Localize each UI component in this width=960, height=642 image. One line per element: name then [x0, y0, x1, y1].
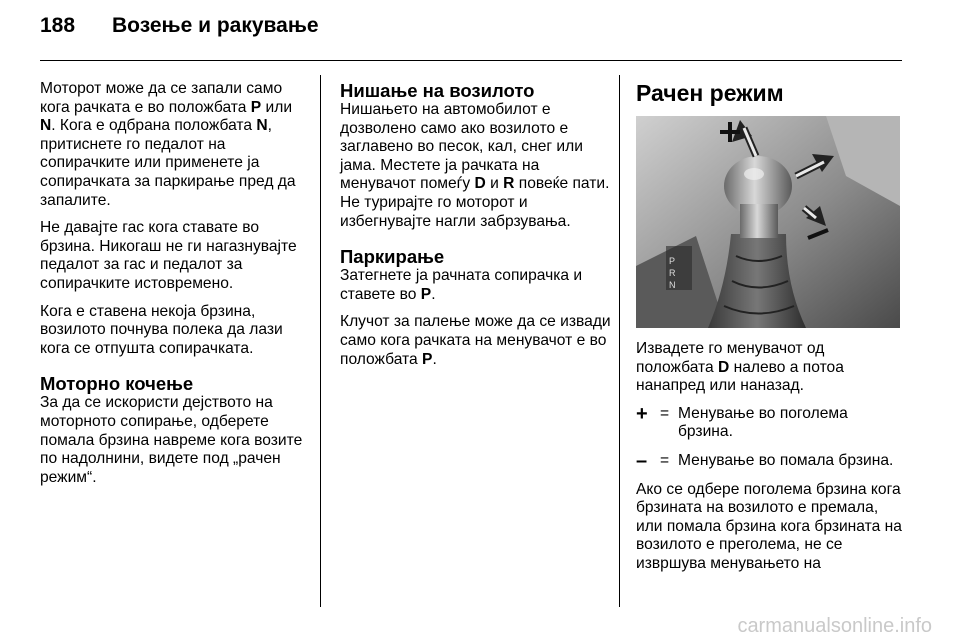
list-item-text: Менување во поголема брзина.	[678, 404, 848, 441]
paragraph-no-throttle: Не давајте гас кога ставате во брзина. Никогаш не ги нагазнувајте педалот за гас и педалот за сопирачките истовремено.	[40, 219, 297, 292]
column-middle	[340, 80, 612, 378]
svg-text:N: N	[669, 280, 676, 290]
heading-rocking: Нишање на возилото	[340, 80, 535, 101]
paragraph-rocking: Нишањето на автомобилот е дозволено само ако возилото е заглавено во песок, кал, снег или јама. Местете ја рачката на менувачот помеѓу D и R повеќе пати. Не турирајте го моторот и избегнувајте нагли забрзувања.	[340, 101, 610, 230]
svg-text:P: P	[669, 256, 676, 266]
watermark: carmanualsonline.info	[737, 615, 932, 637]
column-divider-left	[320, 75, 321, 607]
column-right	[636, 80, 902, 583]
heading-manual-mode: Рачен режим	[636, 80, 784, 106]
column-divider-right	[619, 75, 620, 607]
page-title: Возење и ракување	[112, 14, 319, 37]
plus-icon: +	[636, 402, 648, 425]
paragraph-ignition-key: Клучот за палење може да се извади само кога рачката на менувачот е во положбата P.	[340, 313, 611, 368]
list-item-text: Менување во помала брзина.	[678, 451, 894, 469]
equals-sign: =	[660, 451, 670, 469]
paragraph-shift-conditions: Ако се одбере поголема брзина кога брзината на возилото е премала, или помала брзина кога брзината на возилото е преголема, не се извршува менувањето на	[636, 480, 902, 572]
paragraph-creep: Кога е ставена некоја брзина, возилото почнува полека да лази кога се отпушта сопирачката.	[40, 302, 283, 357]
column-left	[40, 80, 310, 496]
list-item-downshift	[636, 449, 902, 472]
heading-parking: Паркирање	[340, 246, 445, 268]
equals-sign: =	[660, 404, 670, 422]
gear-change-list	[636, 402, 902, 472]
paragraph-engine-start: Моторот може да се запали само кога рачката е во положбата P или N. Кога е одбрана положбата N, притиснете го педалот на сопирачките или применете ја сопирачката за паркирање пред да запалите.	[40, 80, 296, 209]
paragraph-manual-mode: Извадете го менувачот од положбата D налево а потоа нанапред или наназад.	[636, 340, 844, 395]
heading-engine-braking: Моторно кочење	[40, 373, 194, 395]
page-number: 188	[40, 14, 76, 37]
gear-shift-photo	[636, 116, 900, 328]
paragraph-engine-braking: За да се искористи дејството на моторното сопирање, одберете помала брзина навреме кога возите по надолнини, видете под „рачен режим“.	[40, 394, 303, 486]
svg-text:R: R	[669, 268, 676, 278]
header-rule	[40, 60, 902, 61]
list-item-upshift	[636, 402, 902, 442]
minus-icon: –	[636, 449, 648, 472]
paragraph-parking: Затегнете ја рачната сопирачка и ставете во P.	[340, 267, 583, 303]
